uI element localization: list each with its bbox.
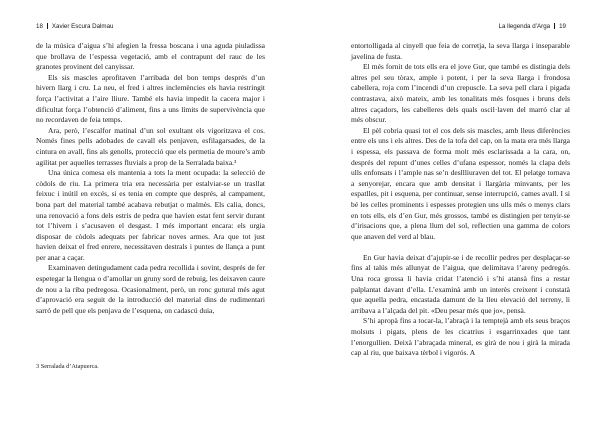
left-text-block: [36, 41, 265, 316]
paragraph: S’hi apropà fins a tocar-la, l’abraçà i la temptejà amb els seus braços molsuts i pigats, plens de les cicatrius i esgarrinxades que tant l’enorgullien. Deixà l’abraçada mineral, es girà de nou i girà la mirada cap al riu, que baixava tèrbol i vigorós. A: [351, 316, 570, 358]
paragraph: de la música d’aigua s’hi afegien la fressa boscana i una aguda piuladissa que brollava de l’espessa vegetació, amb el contrapunt del rauc de les granotes provinent del canyissar.: [36, 41, 265, 72]
paragraph: Una única comesa els mantenia a tots la ment ocupada: la selecció de còdols de riu. La primera tria era necessària per estalviar-se un trasllat feixuc i inútil en excés, si es tenia en compte que després, al campament, bona part del material també acabava rebutjat o malmès. Els calia, doncs, una renovació a fons dels estris de pedra que havien estat fent servir durant tot l’hivern i s’acusaven el desgast. I més important encara: els urgia disposar de còdols adequats per fabricar noves armes. Ara que tot just havien deixat el fred enrere, necessitaven destrals i puntes de llança a punt per anar a caçar.: [36, 168, 265, 262]
left-running-head-author: Xavier Escura Dalmau: [51, 23, 114, 30]
left-running-head: [36, 22, 113, 32]
right-text-block: [351, 41, 570, 359]
paragraph: Examinaven detingudament cada pedra recollida i sovint, després de fer espetegar la llengua o d’amollar un gruny sord de rebuig, les deixaven caure de nou a la riba pedregosa. Ocasionalment, però, un ronc gutural més agut d’aprovació era seguit de la introducció del material dins de rudimentari sarró de pell que els penjava de l’esquena, on cadascú duia,: [36, 263, 265, 315]
paragraph: Els sis mascles aprofitaven l’arribada del bon temps després d’un hivern llarg i cru. La neu, el fred i altres inclemències els havia restringit força l’activitat a l’aire lliure. També els havia impedit la cacera major i dificultat força l’obtenció d’aliment, fins a uns límits de supervivència que no recordaven de feia temps.: [36, 72, 265, 125]
paragraph: El pèl cobria quasi tot el cos dels sis mascles, amb lleus diferències entre els uns i els altres. Des de la tofa del cap, on la mata era més llarga i espessa, els passava de forma molt més esclarissada a la cara, on, després del repunt d’unes celles d’ufana espessor, només la clapa dels ulls enfonsats i l’ample nas se’n desllliuraven del tot. El pelatge tornava a senyorejar, encara que amb densitat i llargària minvants, per les espatlles, pit i esquena, per continuar, sense interrupció, cames avall. I si bé les celles prominents i espesses protegien uns ulls més o menys clars en tots ells, els d’en Gur, més grossos, també es distingien per tenyir-se d’irisacions que, a plena llum del sol, reflectien una gamma de colors que anaven del verd al blau.: [351, 125, 570, 241]
right-page-number: 19: [559, 23, 566, 30]
paragraph: entortolligada al cinyell que feia de corretja, la seva llarga i inseparable javelina de fusta.: [351, 41, 570, 61]
footnote: 3 Serralada d’Atapuerca.: [36, 363, 99, 370]
right-running-head-title: La llegenda d’Arga: [498, 23, 551, 30]
running-head-separator: [47, 23, 48, 29]
running-head-separator: [554, 23, 555, 29]
paragraph: El més fornit de tots ells era el jove Gur, que també es distingia dels altres pel seu tòrax, ample i potent, i per la seva llarga i frondosa cabellera, roja com l’incendi d’un crepuscle. La seva pell clara i pigada contrastava, això mateix, amb les tonalitats més fosques i bruns dels altres caçadors, les cabelleres dels quals oscil·laven del marró clar al més obscur.: [351, 62, 570, 125]
paragraph: En Gur havia deixat d’ajupir-se i de recollir pedres per desplaçar-se fins al talús més allunyat de l’aigua, que delimitava l’areny pedregós. Una roca grossa li havia cridat l’atenció i s’hi atansà fins a restar palplantat davant d’ella. L’examinà amb un interès creixent i constatà que aquella pedra, encastada damunt de la lleu elevació del terreny, li arribava a l’alçada del pit. «Deu pesar més que jo», pensà.: [351, 252, 570, 315]
right-running-head: [499, 22, 567, 32]
left-page-number: 18: [36, 23, 43, 30]
right-page: [300, 0, 600, 425]
paragraph: Ara, però, l’escalfor matinal d’un sol exultant els vigoritzava el cos. Només fines pells adobades de cavall els penjaven, esfilagarsades, de la cintura en avall, fins als genolls, protecció que els permetia de moure’s amb agilitat per aquelles terrasses fluvials a prop de la Serralada baixa.³: [36, 125, 265, 167]
